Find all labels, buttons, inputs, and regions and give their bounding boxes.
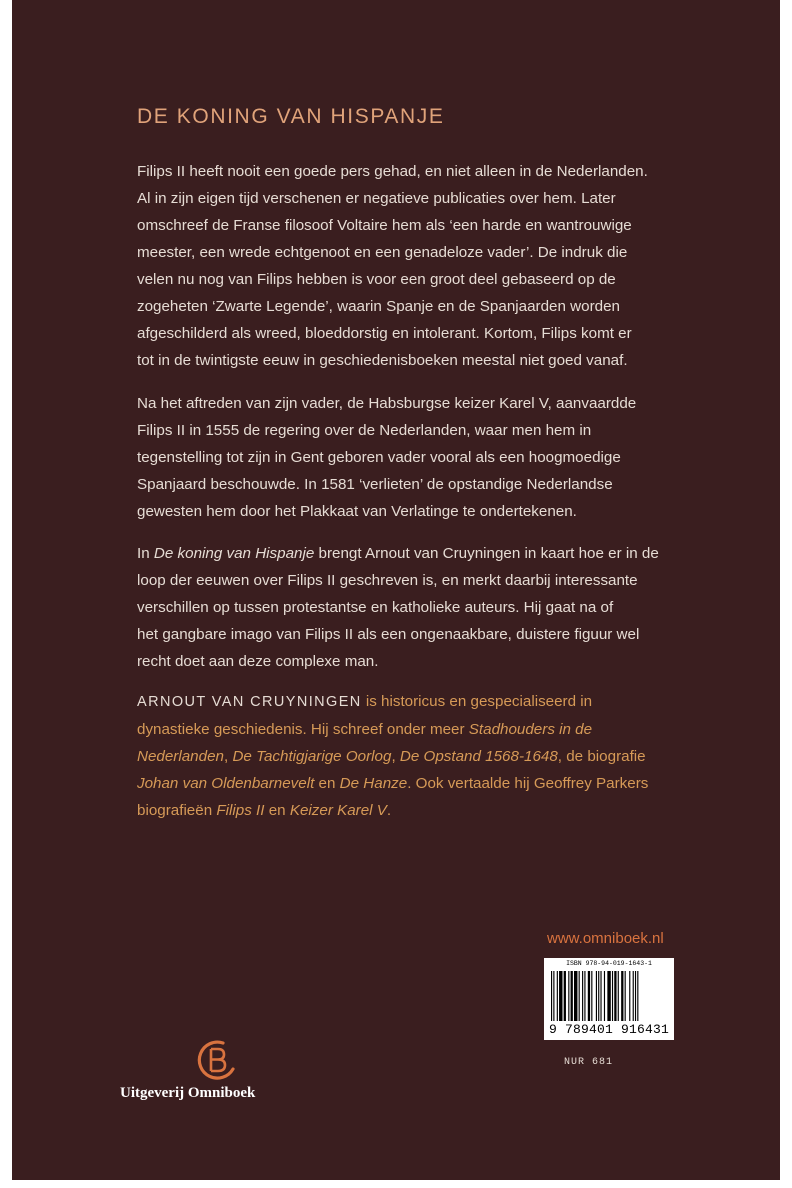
work-title: Keizer Karel V bbox=[289, 802, 387, 819]
text-line: Spanjaard beschouwde. In 1581 ‘verlieten’ de opstandige Nederlandse bbox=[137, 476, 613, 493]
text-line: Filips II heeft nooit een goede pers gehad, en niet alleen in de Nederlanden. bbox=[137, 163, 648, 180]
text-fragment: . Ook vertaalde hij Geoffrey Parkers bbox=[407, 775, 649, 792]
text-line: omschreef de Franse filosoof Voltaire hem als ‘een harde en wantrouwige bbox=[137, 217, 632, 234]
barcode-bar bbox=[621, 971, 623, 1021]
back-cover bbox=[12, 0, 780, 1180]
work-title: De Opstand 1568-1648 bbox=[399, 748, 558, 765]
work-title: Filips II bbox=[216, 802, 265, 819]
barcode-bar bbox=[557, 971, 558, 1021]
text-line: tegenstelling tot zijn in Gent geboren vader vooral als een hoogmoedige bbox=[137, 449, 621, 466]
text-fragment: . bbox=[386, 802, 392, 819]
text-fragment: biografieën bbox=[137, 802, 217, 819]
barcode-bar bbox=[598, 971, 599, 1021]
text-fragment: , bbox=[223, 748, 233, 765]
text-line bbox=[137, 540, 727, 567]
work-title: De Hanze bbox=[339, 775, 408, 792]
barcode-bar bbox=[588, 971, 590, 1021]
book-title-italic: De koning van Hispanje bbox=[153, 545, 315, 562]
text-line: Al in zijn eigen tijd verschenen er negatieve publicaties over hem. Later bbox=[137, 190, 616, 207]
text-line: meester, een wrede echtgenoot en een genadeloze vader’. De indruk die bbox=[137, 244, 628, 261]
text-fragment: , bbox=[391, 748, 400, 765]
barcode-bar bbox=[607, 971, 610, 1021]
text-line: het gangbare imago van Filips II als een ongenaakbare, duistere figuur wel bbox=[137, 626, 640, 643]
bio-line bbox=[137, 797, 737, 824]
bio-line bbox=[137, 688, 737, 716]
author-name: ARNOUT VAN CRUYNINGEN bbox=[137, 694, 362, 710]
publisher-name: Uitgeverij Omniboek bbox=[120, 1085, 256, 1101]
barcode-bar bbox=[579, 971, 580, 1021]
barcode-bar bbox=[612, 971, 613, 1021]
barcode-bar bbox=[633, 971, 634, 1021]
description-paragraph-1 bbox=[137, 158, 727, 374]
barcode-number: 9 789401 916431 bbox=[548, 1022, 670, 1037]
text-line: zogeheten ‘Zwarte Legende’, waarin Spanje en de Spanjaarden worden bbox=[137, 298, 620, 315]
barcode-bar bbox=[559, 971, 562, 1021]
description-paragraph-3 bbox=[137, 540, 727, 675]
publisher-website: www.omniboek.nl bbox=[547, 930, 664, 947]
text-line: tot in de twintigste eeuw in geschiedenisboeken meestal niet goed vanaf. bbox=[137, 352, 628, 369]
text-fragment: brengt Arnout van Cruyningen in kaart hoe er in de bbox=[314, 545, 659, 562]
work-title: Johan van Oldenbarnevelt bbox=[137, 775, 315, 792]
barcode-bars bbox=[548, 971, 670, 1023]
barcode-bar bbox=[629, 971, 630, 1021]
barcode-bar bbox=[600, 971, 601, 1021]
barcode-bar bbox=[618, 971, 619, 1021]
description-paragraph-2 bbox=[137, 390, 727, 525]
nur-code: NUR 681 bbox=[564, 1057, 614, 1068]
text-fragment: dynastieke geschiedenis. Hij schreef onder meer bbox=[137, 721, 469, 738]
bio-line bbox=[137, 716, 737, 743]
text-line: velen nu nog van Filips hebben is voor een groot deel gebaseerd op de bbox=[137, 271, 616, 288]
text-line: verschillen op tussen protestantse en katholieke auteurs. Hij gaat na of bbox=[137, 599, 614, 616]
work-title: Stadhouders in de bbox=[468, 721, 593, 738]
barcode-bar bbox=[625, 971, 626, 1021]
barcode-bar bbox=[568, 971, 569, 1021]
barcode-bar bbox=[574, 971, 577, 1021]
text-line: afgeschilderd als wreed, bloeddorstig en intolerant. Kortom, Filips komt er bbox=[137, 325, 632, 342]
text-line: recht doet aan deze complexe man. bbox=[137, 653, 379, 670]
author-bio bbox=[137, 688, 737, 824]
book-title: DE KONING VAN HISPANJE bbox=[137, 105, 445, 128]
text-fragment: en bbox=[314, 775, 340, 792]
barcode-bar bbox=[635, 971, 636, 1021]
text-fragment: In bbox=[137, 545, 154, 562]
text-fragment: en bbox=[264, 802, 290, 819]
barcode-bar bbox=[582, 971, 583, 1021]
text-line: Filips II in 1555 de regering over de Nederlanden, waar men hem in bbox=[137, 422, 592, 439]
work-title: Nederlanden bbox=[137, 748, 224, 765]
barcode-bar bbox=[584, 971, 585, 1021]
barcode-bar bbox=[571, 971, 573, 1021]
bio-line bbox=[137, 743, 737, 770]
publisher-logo-icon bbox=[192, 1035, 240, 1083]
barcode-bar bbox=[604, 971, 605, 1021]
barcode-bar bbox=[551, 971, 552, 1021]
barcode-bar bbox=[564, 971, 566, 1021]
text-line: loop der eeuwen over Filips II geschreven is, en merkt daarbij interessante bbox=[137, 572, 638, 589]
text-line: Na het aftreden van zijn vader, de Habsburgse keizer Karel V, aanvaardde bbox=[137, 395, 637, 412]
text-fragment: , de biografie bbox=[557, 748, 646, 765]
isbn-barcode bbox=[544, 958, 674, 1040]
isbn-number: ISBN 978-94-019-1643-1 bbox=[566, 960, 652, 967]
barcode-bar bbox=[553, 971, 554, 1021]
text-fragment: is historicus en gespecialiseerd in bbox=[361, 693, 593, 710]
text-line: gewesten hem door het Plakkaat van Verlatinge te ondertekenen. bbox=[137, 503, 577, 520]
work-title: De Tachtigjarige Oorlog bbox=[232, 748, 392, 765]
barcode-bar bbox=[637, 971, 638, 1021]
barcode-bar bbox=[596, 971, 597, 1021]
bio-line bbox=[137, 770, 737, 797]
barcode-bar bbox=[614, 971, 616, 1021]
barcode-bar bbox=[591, 971, 592, 1021]
